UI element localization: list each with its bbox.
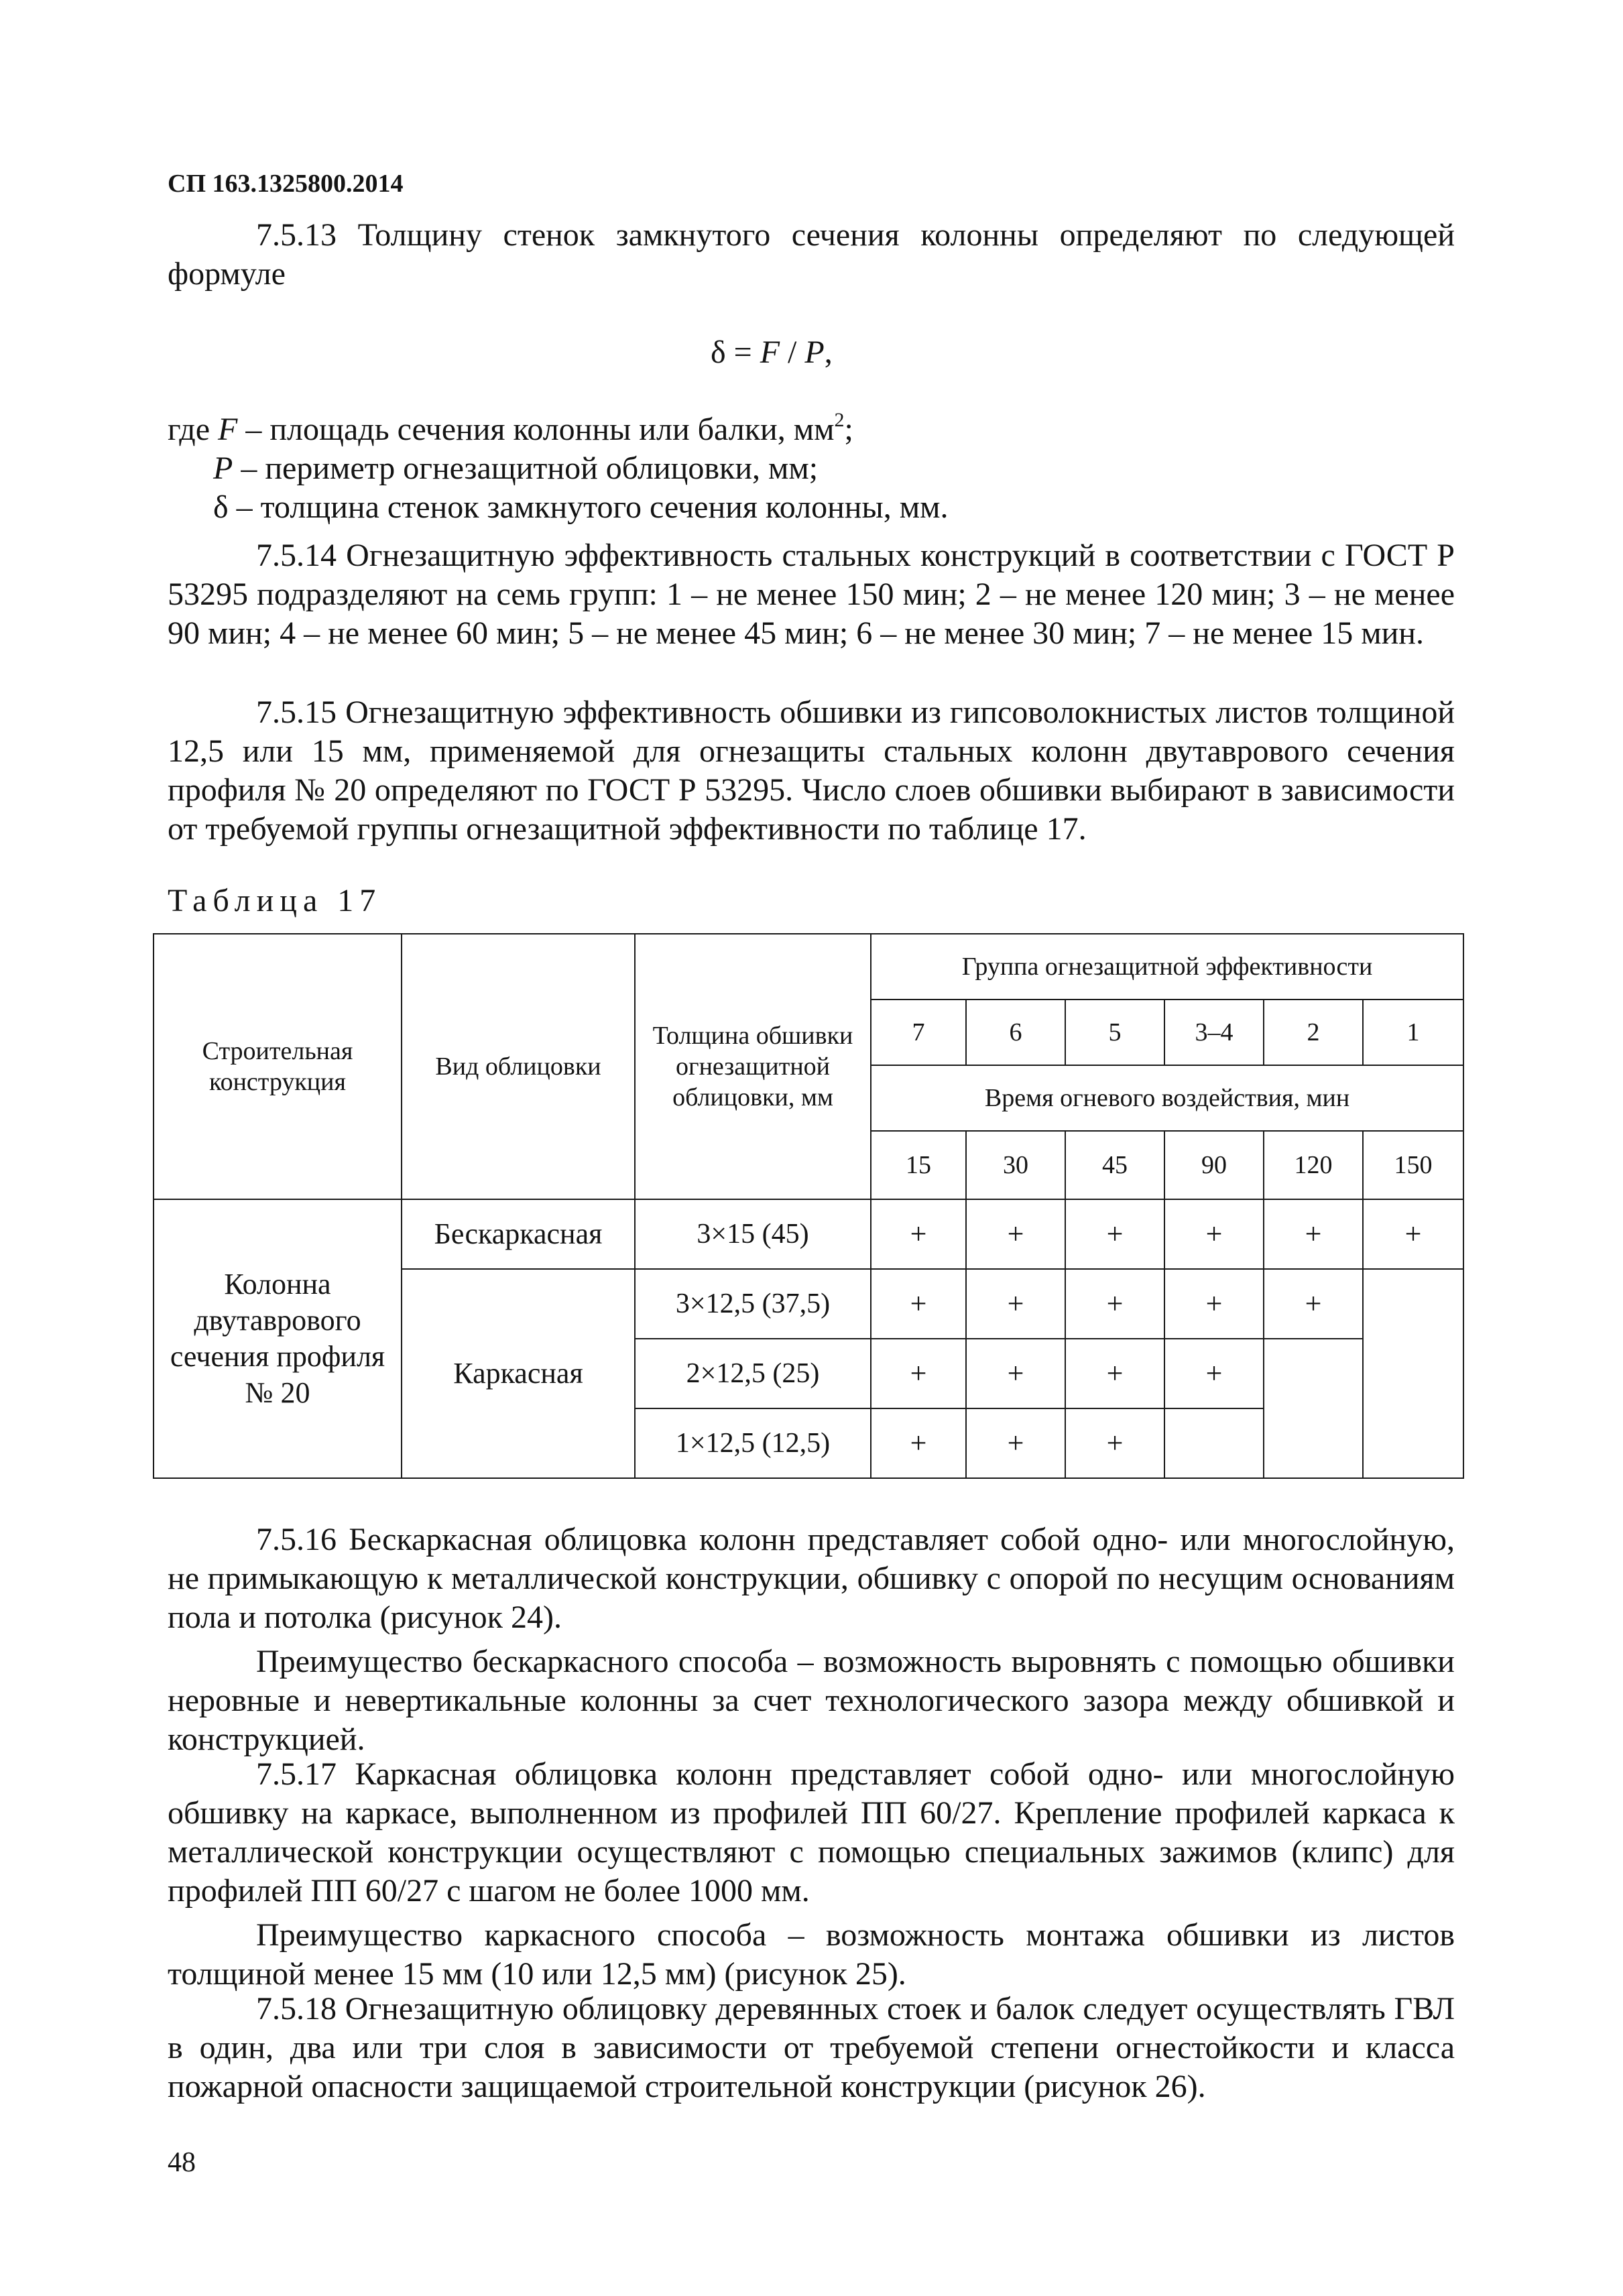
mark-cell: + xyxy=(1065,1339,1164,1408)
mark-cell: + xyxy=(1065,1269,1164,1339)
header-group-title: Группа огнезащитной эффективности xyxy=(871,934,1463,1000)
time-cell: 120 xyxy=(1264,1131,1363,1199)
group-cell: 2 xyxy=(1264,1000,1363,1065)
group-cell: 5 xyxy=(1065,1000,1164,1065)
section-7-5-16 xyxy=(168,1520,1455,1759)
mark-cell: + xyxy=(1164,1269,1264,1339)
formula-sep: / xyxy=(780,335,805,370)
mark-cell: + xyxy=(1264,1269,1363,1339)
header-construction: Строительная конструкция xyxy=(154,934,402,1199)
thickness-cell: 3×15 (45) xyxy=(635,1199,871,1269)
definition-p-text: – периметр огнезащитной облицовки, мм; xyxy=(233,450,819,486)
section-7-5-18 xyxy=(168,1990,1455,2106)
definition-prefix: где xyxy=(168,412,219,447)
formula-p: P xyxy=(804,335,825,370)
formula-definitions xyxy=(168,410,1455,527)
formula-f: F xyxy=(760,335,780,370)
definition-f-symbol: F xyxy=(218,412,238,447)
thickness-cell: 1×12,5 (12,5) xyxy=(635,1408,871,1478)
header-thickness: Толщина обшивки огнезащитной облицовки, мм xyxy=(635,934,871,1199)
definition-delta: δ – толщина стенок замкнутого сечения колонны, мм. xyxy=(213,489,949,525)
mark-cell-empty xyxy=(1363,1269,1463,1478)
mark-cell-empty xyxy=(1264,1339,1363,1478)
group-cell: 1 xyxy=(1363,1000,1463,1065)
group-cell: 3–4 xyxy=(1164,1000,1264,1065)
table-row xyxy=(154,1199,1463,1269)
mark-cell: + xyxy=(1363,1199,1463,1269)
mark-cell: + xyxy=(1065,1199,1164,1269)
header-time-title: Время огневого воздействия, мин xyxy=(871,1065,1463,1131)
mark-cell: + xyxy=(966,1339,1065,1408)
definition-p xyxy=(213,449,1455,488)
mark-cell: + xyxy=(1065,1408,1164,1478)
section-7-5-15 xyxy=(168,693,1455,849)
construction-cell: Колонна двутаврового сечения профиля № 20 xyxy=(154,1199,402,1478)
table-caption: Таблица 17 xyxy=(168,883,382,918)
document-code: СП 163.1325800.2014 xyxy=(168,170,404,198)
time-cell: 15 xyxy=(871,1131,966,1199)
paragraph-7-5-18: 7.5.18 Огнезащитную облицовку деревянных стоек и балок следует осуществлять ГВЛ в один, два или три слоя в зависимости от требуемой степени огнестойкости и класса пожарной опасности защищаемой строительной конструкции (рисунок 26). xyxy=(168,1991,1455,2104)
paragraph-7-5-14: 7.5.14 Огнезащитную эффективность стальных конструкций в соответствии с ГОСТ Р 53295 подразделяют на семь групп: 1 – не менее 150 мин; 2 – не менее 120 мин; 3 – не менее 90 мин; 4 – не менее 60 мин; 5 – не менее 45 мин; 6 – не менее 30 мин; 7 – не менее 15 мин. xyxy=(168,538,1455,651)
fire-protection-table xyxy=(153,933,1464,1479)
mark-cell: + xyxy=(871,1269,966,1339)
definition-f-tail: ; xyxy=(844,412,853,447)
mark-cell: + xyxy=(966,1408,1065,1478)
paragraph-7-5-16-advantage: Преимущество бескаркасного способа – возможность выровнять с помощью обшивки неровные и невертикальные колонны за счет технологического зазора между обшивкой и конструкцией. xyxy=(168,1644,1455,1757)
lining-cell: Бескаркасная xyxy=(402,1199,635,1269)
paragraph-7-5-16: 7.5.16 Бескаркасная облицовка колонн представляет собой одно- или многослойную, не примыкающую к металлической конструкции, обшивку с опорой по несущим основаниям пола и потолка (рисунок 24). xyxy=(168,1522,1455,1635)
mark-cell: + xyxy=(966,1269,1065,1339)
definition-f xyxy=(168,410,1455,449)
time-cell: 30 xyxy=(966,1131,1065,1199)
mark-cell-empty xyxy=(1164,1408,1264,1478)
mark-cell: + xyxy=(871,1408,966,1478)
mark-cell: + xyxy=(1164,1199,1264,1269)
definition-f-text: – площадь сечения колонны или балки, мм xyxy=(237,412,835,447)
mark-cell: + xyxy=(871,1199,966,1269)
section-7-5-17 xyxy=(168,1755,1455,1994)
mark-cell: + xyxy=(871,1339,966,1408)
section-7-5-14 xyxy=(168,536,1455,653)
formula-tail: , xyxy=(824,335,833,370)
thickness-cell: 2×12,5 (25) xyxy=(635,1339,871,1408)
paragraph-7-5-13: 7.5.13 Толщину стенок замкнутого сечения колонны определяют по следующей формуле xyxy=(168,217,1455,292)
mark-cell: + xyxy=(966,1199,1065,1269)
group-cell: 7 xyxy=(871,1000,966,1065)
page-number: 48 xyxy=(168,2147,196,2178)
time-cell: 150 xyxy=(1363,1131,1463,1199)
lining-cell: Каркасная xyxy=(402,1269,635,1478)
definition-f-sup: 2 xyxy=(834,409,845,431)
time-cell: 90 xyxy=(1164,1131,1264,1199)
mark-cell: + xyxy=(1164,1339,1264,1408)
formula-lhs: δ = xyxy=(711,335,760,370)
paragraph-7-5-17: 7.5.17 Каркасная облицовка колонн представляет собой одно- или многослойную обшивку на каркасе, выполненном из профилей ПП 60/27. Крепление профилей каркаса к металлической конструкции осуществляют с помощью специальных зажимов (клипс) для профилей ПП 60/27 с шагом не более 1000 мм. xyxy=(168,1756,1455,1909)
time-cell: 45 xyxy=(1065,1131,1164,1199)
paragraph-7-5-15: 7.5.15 Огнезащитную эффективность обшивки из гипсоволокнистых листов толщиной 12,5 или 15 мм, применяемой для огнезащиты стальных колонн двутаврового сечения профиля № 20 определяют по ГОСТ Р 53295. Число слоев обшивки выбирают в зависимости от требуемой группы огнезащитной эффективности по таблице 17. xyxy=(168,694,1455,847)
formula-delta xyxy=(711,334,833,371)
mark-cell: + xyxy=(1264,1199,1363,1269)
header-row-1 xyxy=(154,934,1463,1000)
paragraph-7-5-17-advantage: Преимущество каркасного способа – возможность монтажа обшивки из листов толщиной менее 15 мм (10 или 12,5 мм) (рисунок 25). xyxy=(168,1917,1455,1992)
thickness-cell: 3×12,5 (37,5) xyxy=(635,1269,871,1339)
group-cell: 6 xyxy=(966,1000,1065,1065)
definition-p-symbol: P xyxy=(213,450,233,486)
section-7-5-13 xyxy=(168,216,1455,294)
header-lining-type: Вид облицовки xyxy=(402,934,635,1199)
